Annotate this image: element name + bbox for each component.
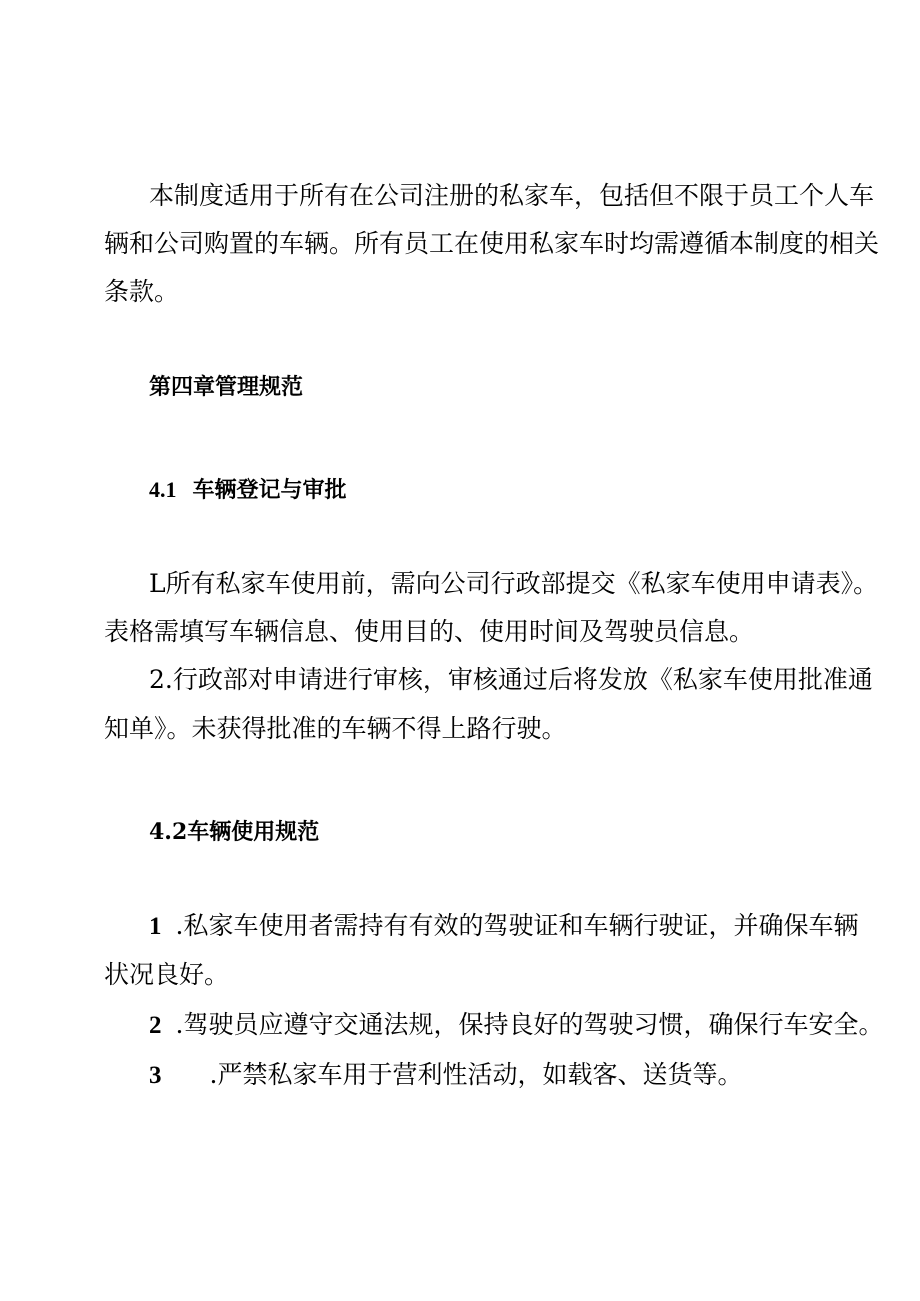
intro-line-1: 本制度适用于所有在公司注册的私家车，包括但不限于员工个人车 <box>149 181 875 210</box>
intro-line-2: 辆和公司购置的车辆。所有员工在使用私家车时均需遵循本制度的相关 <box>104 229 880 258</box>
section-4-1-number: 4.1 <box>149 477 177 502</box>
section-4-2-item-2 <box>149 1005 883 1041</box>
section-4-1-heading <box>149 473 347 504</box>
section-4-2-item-2-number: 2 <box>149 1012 162 1039</box>
section-4-2-item-3-number: 3 <box>149 1062 162 1089</box>
section-4-1-item-2-line-2: 知单》。未获得批准的车辆不得上路行驶。 <box>104 714 567 743</box>
section-4-2-item-1-number: 1 <box>149 913 162 940</box>
section-4-2-item-3 <box>149 1055 742 1091</box>
section-4-1-item-1-line-2: 表格需填写车辆信息、使用目的、使用时间及驾驶员信息。 <box>104 617 755 646</box>
section-4-2-item-2-text: .驾驶员应遵守交通法规，保持良好的驾驶习惯，确保行车安全。 <box>175 1010 884 1039</box>
chapter-heading: 第四章管理规范 <box>149 374 304 400</box>
section-4-2-item-3-text: .严禁私家车用于营利性活动，如载客、送货等。 <box>209 1060 743 1089</box>
section-4-1-title: 车辆登记与审批 <box>192 477 347 503</box>
section-4-1-item-1-line-1: L所有私家车使用前，需向公司行政部提交《私家车使用申请表》。 <box>149 569 879 598</box>
section-4-2-item-1-text: .私家车使用者需持有有效的驾驶证和车辆行驶证，并确保车辆 <box>175 911 859 940</box>
intro-line-3: 条款。 <box>104 277 180 306</box>
section-4-2-item-1-line-1 <box>149 906 858 942</box>
section-4-1-item-2-line-1: 2.行政部对申请进行审核，审核通过后将发放《私家车使用批准通 <box>149 665 873 694</box>
section-4-2-item-1-line-2: 状况良好。 <box>104 960 230 989</box>
section-4-2-heading: 4.2车辆使用规范 <box>149 819 320 845</box>
